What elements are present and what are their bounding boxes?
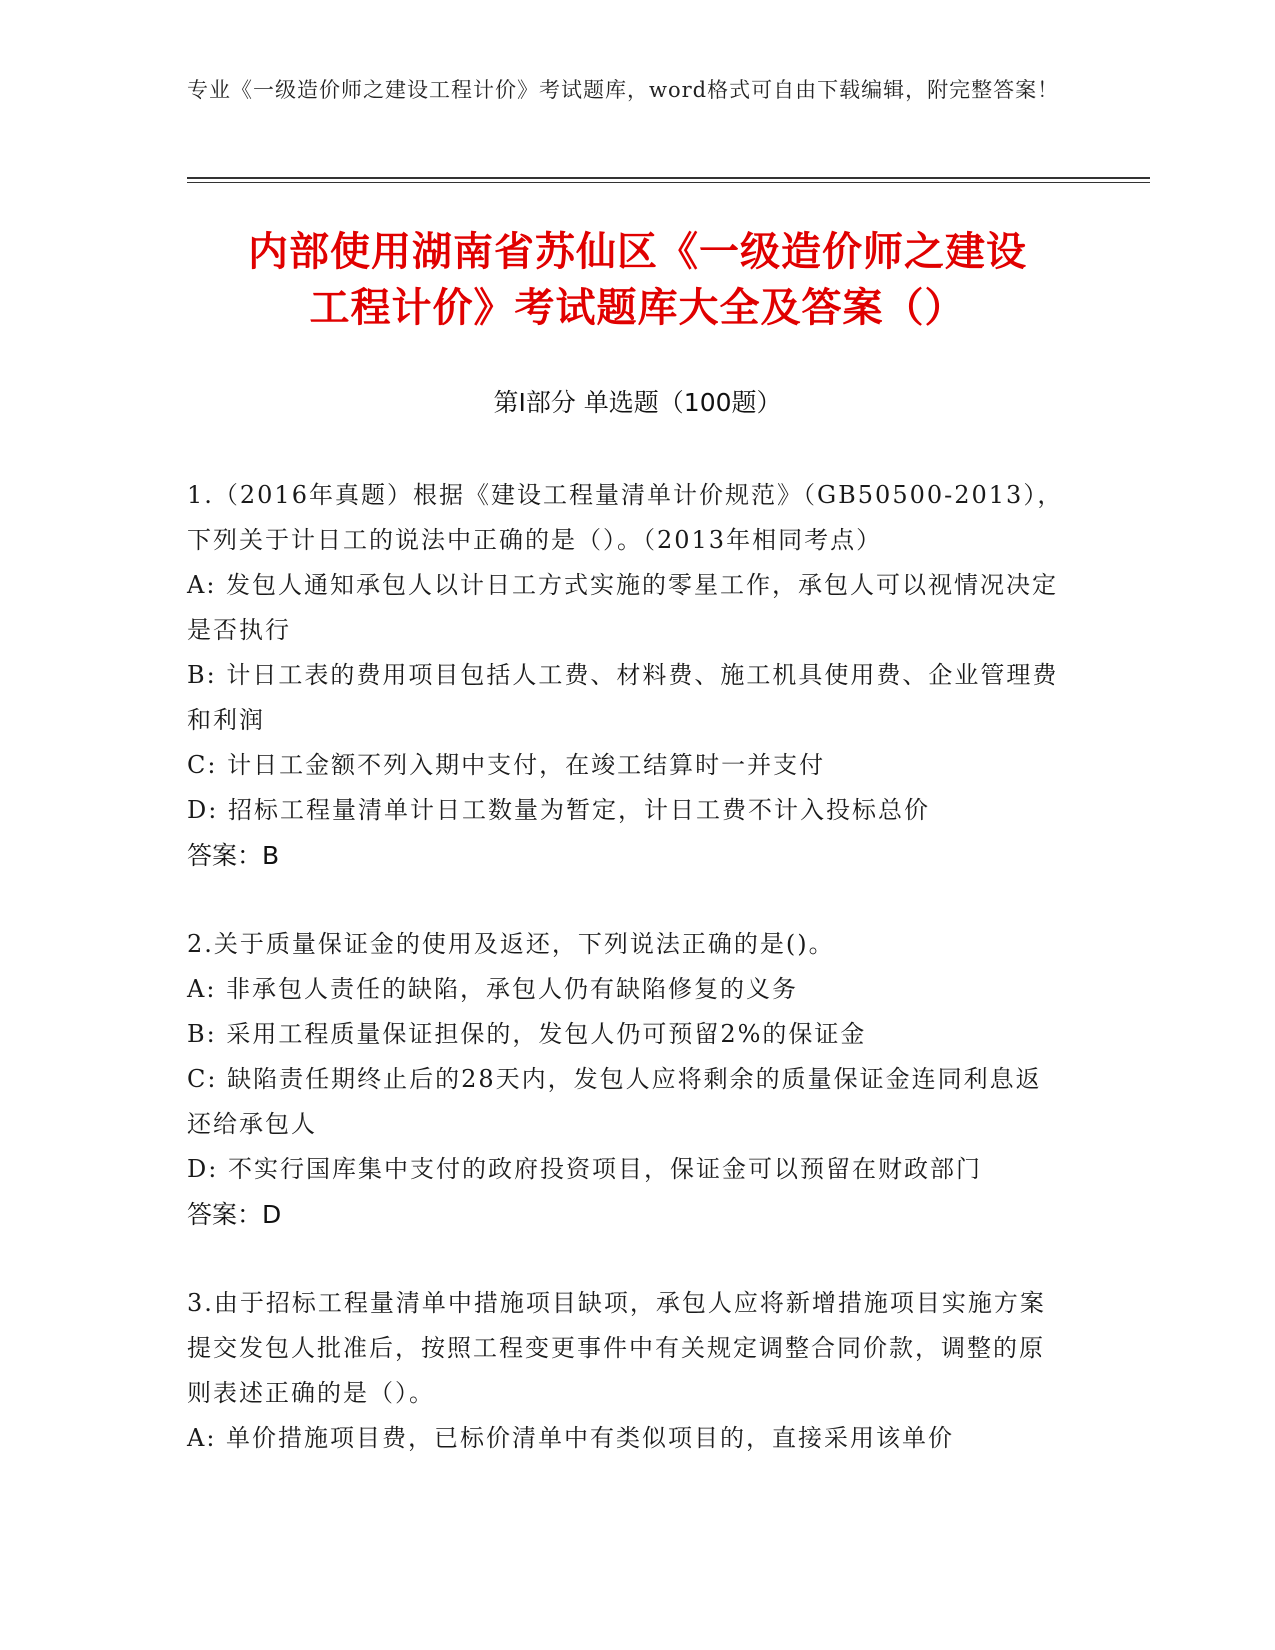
header-divider-thin — [187, 182, 1150, 183]
question-list — [187, 473, 1067, 1505]
document-title-line2: 工程计价》考试题库大全及答案（） — [309, 285, 966, 331]
document-title — [160, 224, 1115, 336]
question-3 — [187, 1281, 1067, 1461]
question-option-b: B: 采用工程质量保证担保的，发包人仍可预留2%的保证金 — [187, 1020, 867, 1048]
question-option-a: A: 发包人通知承包人以计日工方式实施的零星工作，承包人可以视情况决定是否执行 — [187, 571, 1059, 644]
question-stem: 2.关于质量保证金的使用及返还，下列说法正确的是()。 — [187, 930, 835, 958]
question-option-b: B: 计日工表的费用项目包括人工费、材料费、施工机具使用费、企业管理费和利润 — [187, 661, 1059, 734]
question-answer: 答案：B — [187, 841, 280, 870]
question-option-a: A: 非承包人责任的缺陷，承包人仍有缺陷修复的义务 — [187, 975, 799, 1003]
question-option-c: C: 计日工金额不列入期中支付，在竣工结算时一并支付 — [187, 751, 826, 779]
header-divider-thick — [187, 177, 1150, 179]
question-option-a: A: 单价措施项目费，已标价清单中有类似项目的，直接采用该单价 — [187, 1424, 955, 1452]
question-answer: 答案：D — [187, 1200, 282, 1229]
section-heading: 第I部分 单选题（100题） — [493, 388, 782, 417]
question-option-d: D: 不实行国库集中支付的政府投资项目，保证金可以预留在财政部门 — [187, 1155, 982, 1183]
question-stem: 3.由于招标工程量清单中措施项目缺项，承包人应将新增措施项目实施方案提交发包人批准后，按照工程变更事件中有关规定调整合同价款，调整的原则表述正确的是（）。 — [187, 1289, 1046, 1407]
header-note: 专业《一级造价师之建设工程计价》考试题库，word格式可自由下载编辑，附完整答案！ — [187, 78, 1060, 102]
question-option-d: D: 招标工程量清单计日工数量为暂定，计日工费不计入投标总价 — [187, 796, 930, 824]
question-2 — [187, 922, 1067, 1237]
question-stem: 1.（2016年真题）根据《建设工程量清单计价规范》（GB50500-2013），下列关于计日工的说法中正确的是（）。（2013年相同考点） — [187, 481, 1064, 554]
document-title-line1: 内部使用湖南省苏仙区《一级造价师之建设 — [248, 229, 1027, 275]
question-option-c: C: 缺陷责任期终止后的28天内，发包人应将剩余的质量保证金连同利息返还给承包人 — [187, 1065, 1042, 1138]
question-1 — [187, 473, 1067, 878]
